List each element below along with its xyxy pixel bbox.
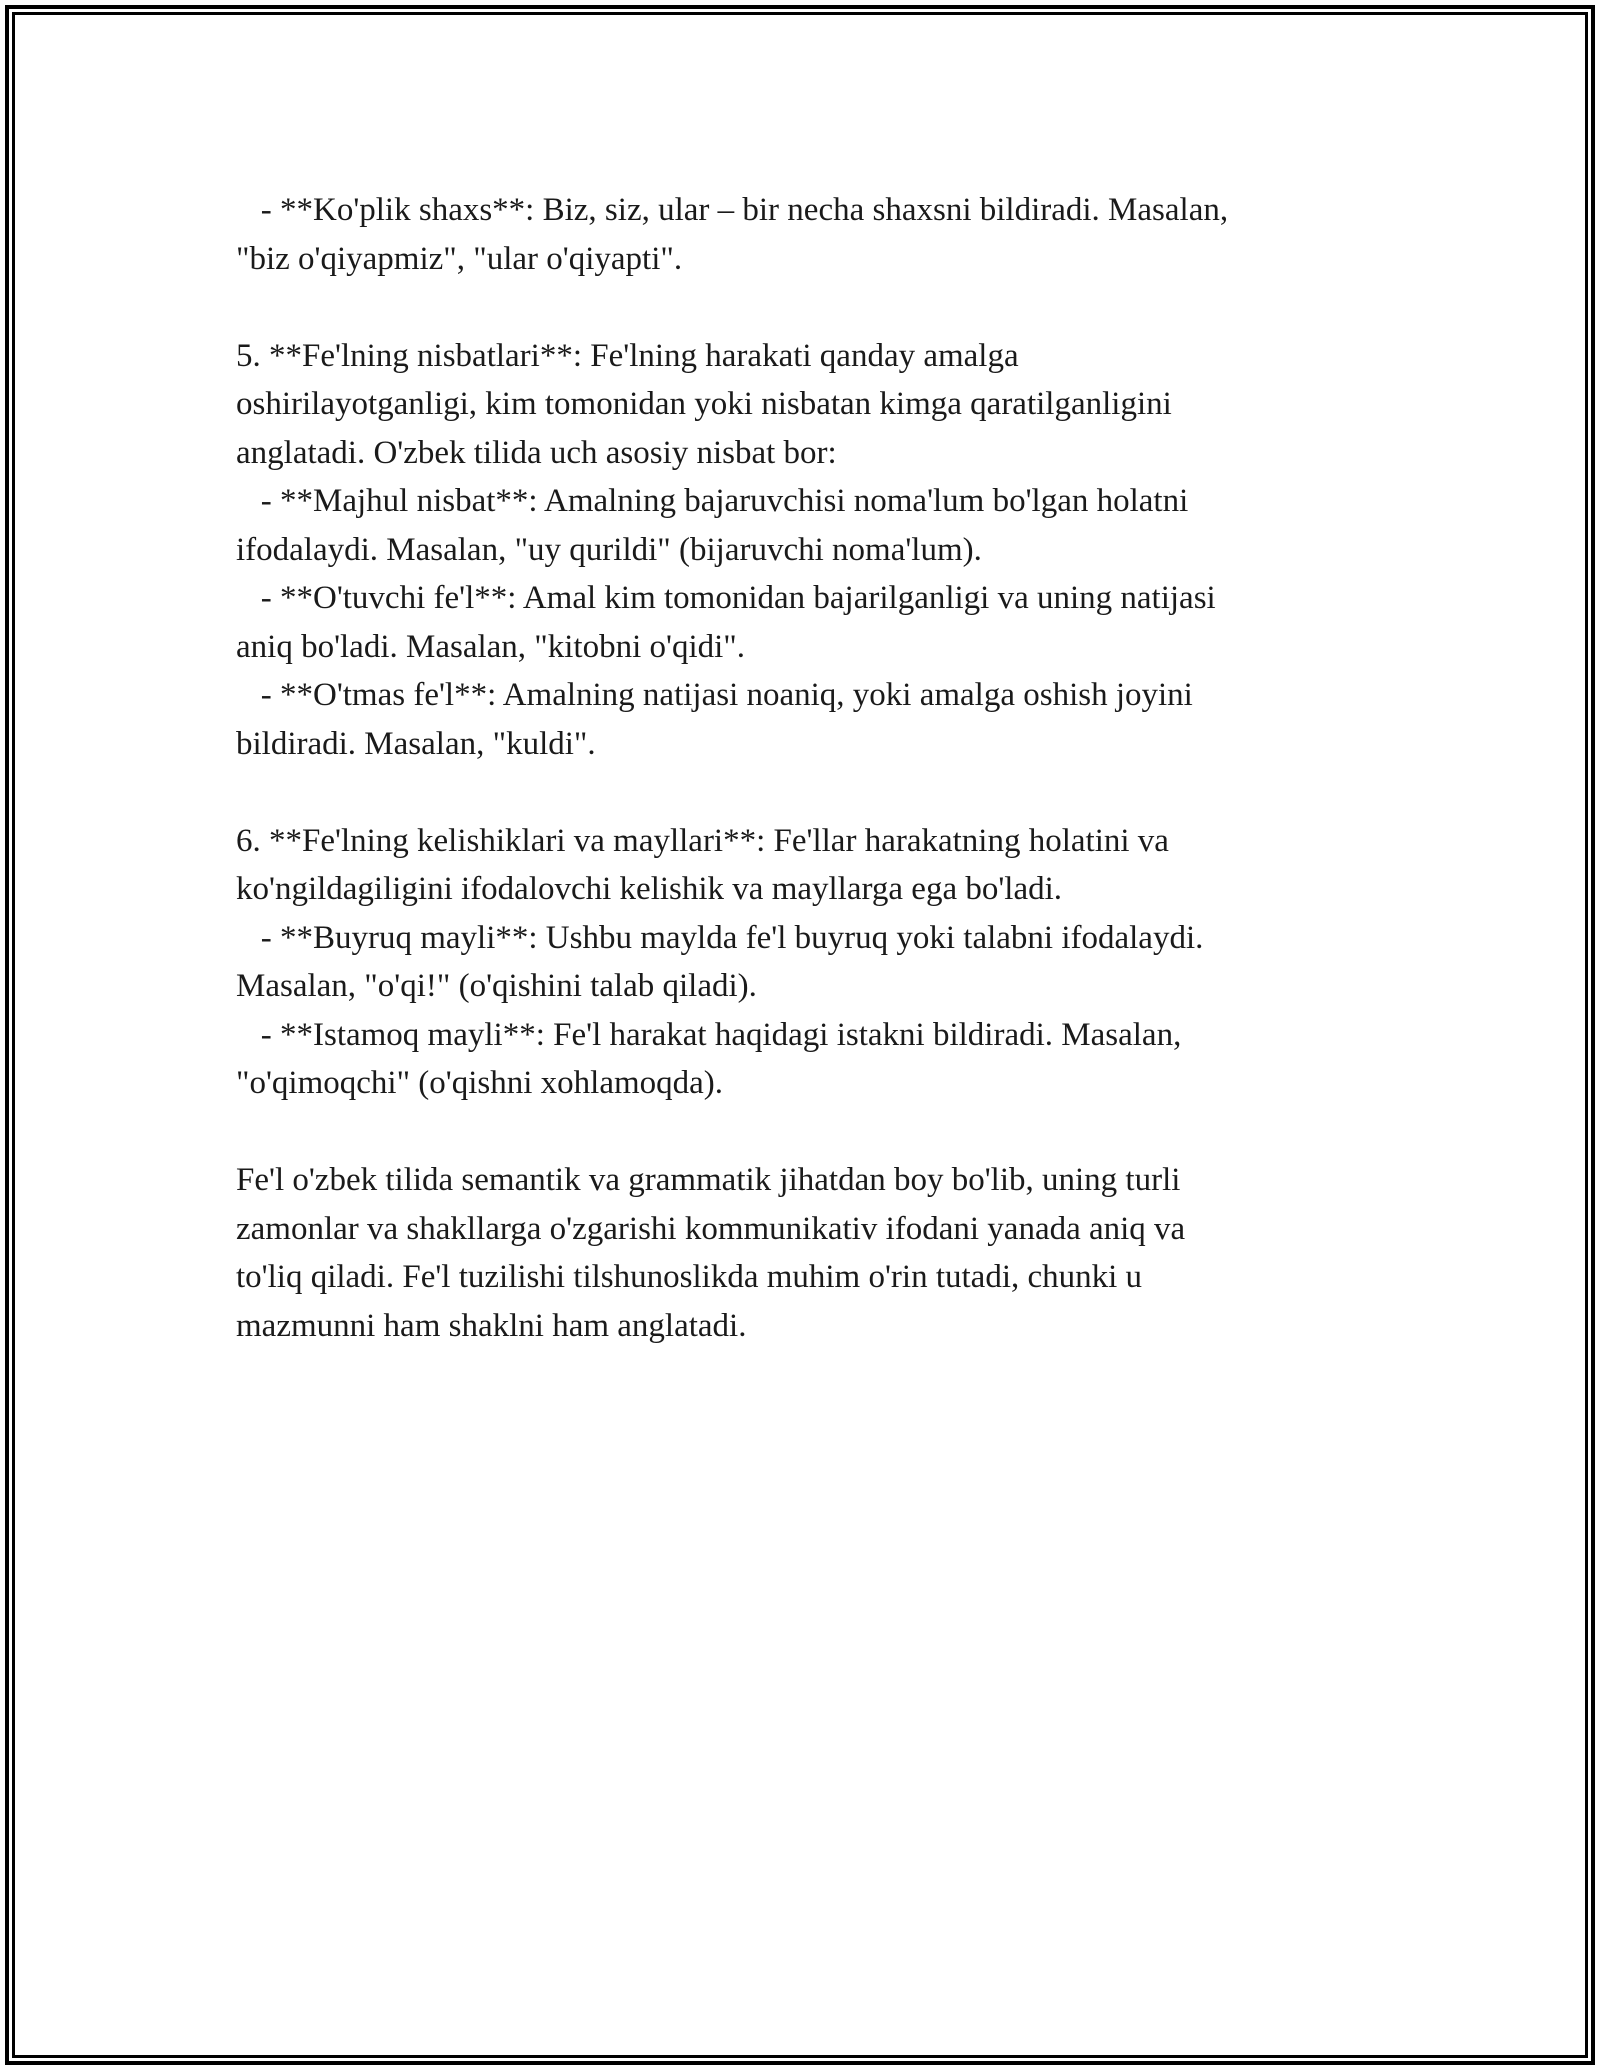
- text-line: ko'ngildagiligini ifodalovchi kelishik va mayllarga ega bo'ladi.: [236, 871, 1063, 907]
- text-line: aniq bo'ladi. Masalan, "kitobni o'qidi".: [236, 628, 746, 665]
- text-line: - **Buyruq mayli**: Ushbu maylda fe'l buyruq yoki talabni ifodalaydi.: [236, 919, 1204, 956]
- text-line: 5. **Fe'lning nisbatlari**: Fe'lning harakati qanday amalga: [236, 337, 1019, 374]
- text-line: anglatadi. O'zbek tilida uch asosiy nisbat bor:: [236, 434, 837, 471]
- text-line: ifodalaydi. Masalan, "uy qurildi" (bijaruvchi noma'lum).: [236, 531, 982, 568]
- text-line: - **Istamoq mayli**: Fe'l harakat haqidagi istakni bildiradi. Masalan,: [236, 1016, 1182, 1053]
- paragraph-gap: [236, 283, 1366, 332]
- text-line: "biz o'qiyapmiz", "ular o'qiyapti".: [236, 240, 683, 277]
- document-body: [236, 186, 1366, 1350]
- text-line: Fe'l o'zbek tilida semantik va grammatik jihatdan boy bo'lib, uning turli: [236, 1162, 1181, 1198]
- text-line: oshirilayotganligi, kim tomonidan yoki nisbatan kimga qaratilganligini: [236, 386, 1172, 422]
- text-line: mazmunni ham shaklni ham anglatadi.: [236, 1307, 747, 1344]
- paragraph-gap: [236, 768, 1366, 817]
- text-line: - **Majhul nisbat**: Amalning bajaruvchisi noma'lum bo'lgan holatni: [236, 483, 1189, 519]
- text-line: Masalan, "o'qi!" (o'qishini talab qiladi).: [236, 968, 757, 1004]
- paragraph-gap: [236, 1108, 1366, 1157]
- text-line: bildiradi. Masalan, "kuldi".: [236, 725, 596, 762]
- text-line: - **Ko'plik shaxs**: Biz, siz, ular – bir necha shaxsni bildiradi. Masalan,: [236, 192, 1229, 228]
- text-line: zamonlar va shakllarga o'zgarishi kommunikativ ifodani yanada aniq va: [236, 1210, 1186, 1247]
- text-line: "o'qimoqchi" (o'qishni xohlamoqda).: [236, 1065, 724, 1101]
- text-line: to'liq qiladi. Fe'l tuzilishi tilshunoslikda muhim o'rin tutadi, chunki u: [236, 1259, 1143, 1295]
- text-line: - **O'tuvchi fe'l**: Amal kim tomonidan bajarilganligi va uning natijasi: [236, 580, 1216, 616]
- text-line: 6. **Fe'lning kelishiklari va mayllari**: Fe'llar harakatning holatini va: [236, 822, 1169, 859]
- text-line: - **O'tmas fe'l**: Amalning natijasi noaniq, yoki amalga oshish joyini: [236, 677, 1193, 713]
